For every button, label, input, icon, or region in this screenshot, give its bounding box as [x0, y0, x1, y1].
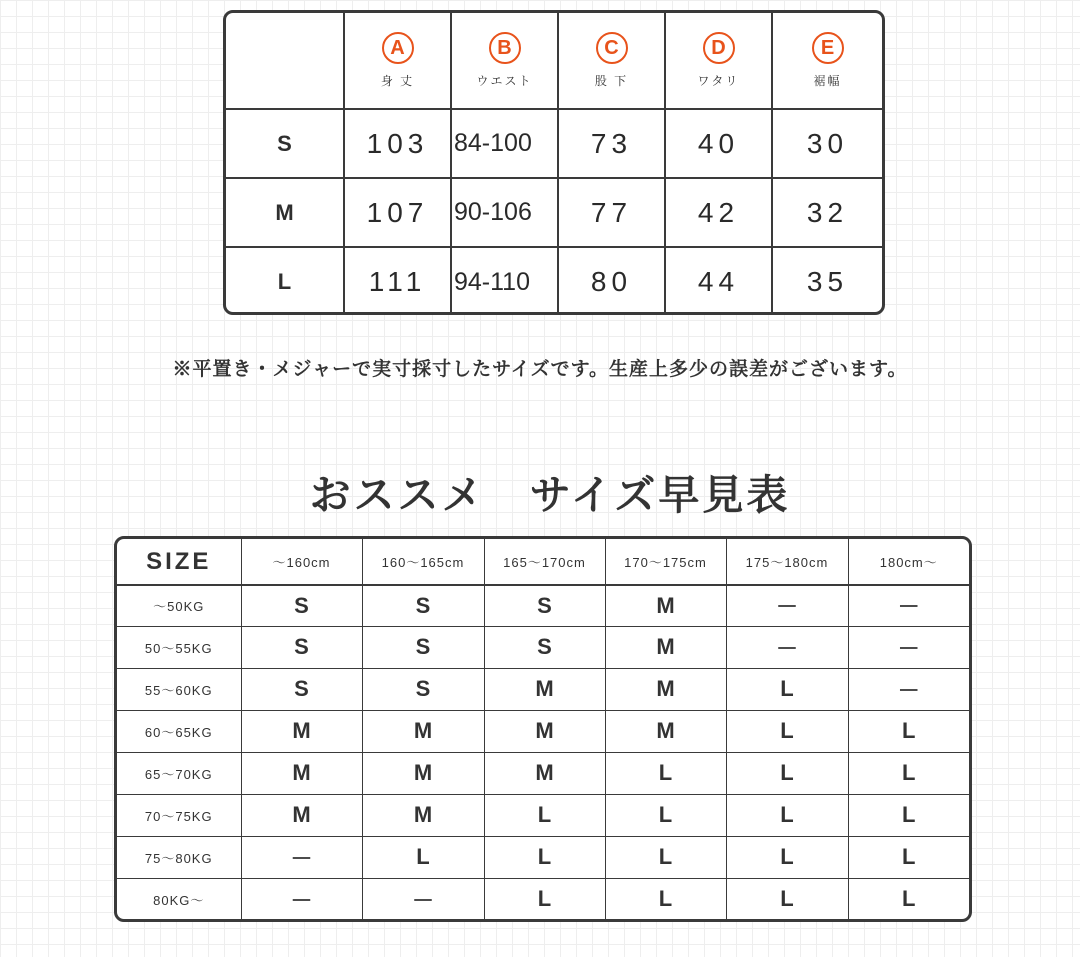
recommended-size-cell: L — [726, 710, 848, 752]
recommended-size-cell: － — [726, 585, 848, 626]
recommended-size-cell: M — [241, 710, 362, 752]
recommend-size-table — [114, 536, 972, 922]
recommended-size-cell: L — [848, 836, 969, 878]
recommended-size-cell: M — [484, 668, 605, 710]
recommended-size-cell: － — [848, 585, 969, 626]
thigh-value: 44 — [665, 247, 772, 315]
recommended-size-cell: － — [241, 878, 362, 920]
waist-value: 94-110 — [451, 247, 558, 315]
weight-row — [117, 585, 969, 626]
weight-row-header: 80KG〜 — [117, 878, 241, 920]
recommended-size-cell: M — [484, 752, 605, 794]
height-column-header: 160〜165cm — [362, 539, 484, 585]
size-label: S — [226, 109, 344, 178]
recommended-size-cell: M — [362, 710, 484, 752]
hem-value: 30 — [772, 109, 882, 178]
recommended-size-cell: L — [484, 794, 605, 836]
circled-d-icon: D — [703, 32, 735, 64]
recommended-size-cell: S — [484, 626, 605, 668]
recommended-size-cell: － — [848, 668, 969, 710]
circled-b-icon: B — [489, 32, 521, 64]
recommended-size-cell: M — [605, 626, 726, 668]
recommended-size-cell: L — [726, 668, 848, 710]
recommended-size-cell: － — [362, 878, 484, 920]
recommended-size-cell: L — [605, 752, 726, 794]
recommend-grid — [117, 539, 969, 920]
weight-row — [117, 710, 969, 752]
measurement-note: ※平置き・メジャーで実寸採寸したサイズです。生産上多少の誤差がございます。 — [172, 359, 908, 380]
waist-value: 84-100 — [451, 109, 558, 178]
thigh-value: 42 — [665, 178, 772, 247]
recommended-size-cell: S — [241, 668, 362, 710]
header-label: ウエスト — [476, 74, 533, 88]
length-value: 111 — [344, 247, 451, 315]
recommend-grid-body — [117, 539, 969, 920]
weight-row-header: 75〜80KG — [117, 836, 241, 878]
height-column-header: 170〜175cm — [605, 539, 726, 585]
header-cell-b — [451, 13, 558, 109]
recommended-size-cell: M — [605, 668, 726, 710]
measurement-grid — [226, 13, 882, 315]
recommended-size-cell: S — [241, 626, 362, 668]
recommended-size-cell: S — [362, 626, 484, 668]
recommended-size-cell: M — [241, 752, 362, 794]
recommended-size-cell: M — [241, 794, 362, 836]
size-label: M — [226, 178, 344, 247]
height-column-header: 175〜180cm — [726, 539, 848, 585]
recommended-size-cell: S — [362, 668, 484, 710]
inseam-value: 73 — [558, 109, 665, 178]
height-column-header: 〜160cm — [241, 539, 362, 585]
recommended-size-cell: L — [605, 836, 726, 878]
weight-row — [117, 878, 969, 920]
recommended-size-cell: L — [362, 836, 484, 878]
weight-row — [117, 836, 969, 878]
weight-row — [117, 752, 969, 794]
weight-row-header: 50〜55KG — [117, 626, 241, 668]
weight-row — [117, 668, 969, 710]
size-measurement-table — [223, 10, 885, 315]
recommended-size-cell: S — [362, 585, 484, 626]
recommend-header-row — [117, 539, 969, 585]
recommended-size-cell: L — [726, 794, 848, 836]
header-cell-a — [344, 13, 451, 109]
recommended-size-cell: L — [605, 794, 726, 836]
recommended-size-cell: L — [484, 878, 605, 920]
header-cell-c — [558, 13, 665, 109]
recommended-size-cell: S — [484, 585, 605, 626]
circled-c-icon: C — [596, 32, 628, 64]
weight-row-header: 55〜60KG — [117, 668, 241, 710]
size-corner-label: SIZE — [117, 539, 241, 585]
thigh-value: 40 — [665, 109, 772, 178]
circled-a-icon: A — [382, 32, 414, 64]
recommended-size-cell: L — [605, 878, 726, 920]
weight-row — [117, 794, 969, 836]
weight-row — [117, 626, 969, 668]
inseam-value: 80 — [558, 247, 665, 315]
recommended-size-cell: M — [484, 710, 605, 752]
size-label: L — [226, 247, 344, 315]
header-cell-e — [772, 13, 882, 109]
length-value: 107 — [344, 178, 451, 247]
recommend-title: おススメ サイズ早見表 — [309, 472, 791, 518]
hem-value: 32 — [772, 178, 882, 247]
length-value: 103 — [344, 109, 451, 178]
inseam-value: 77 — [558, 178, 665, 247]
measurement-row-l — [226, 247, 882, 315]
header-label: ワタリ — [697, 74, 740, 88]
recommended-size-cell: M — [362, 752, 484, 794]
recommended-size-cell: L — [726, 836, 848, 878]
header-cell-d — [665, 13, 772, 109]
recommended-size-cell: M — [605, 585, 726, 626]
recommended-size-cell: S — [241, 585, 362, 626]
measurement-header-row — [226, 13, 882, 109]
recommended-size-cell: L — [848, 794, 969, 836]
weight-row-header: 70〜75KG — [117, 794, 241, 836]
recommended-size-cell: － — [848, 626, 969, 668]
height-column-header: 165〜170cm — [484, 539, 605, 585]
recommended-size-cell: L — [848, 710, 969, 752]
waist-value: 90-106 — [451, 178, 558, 247]
measurement-row-m — [226, 178, 882, 247]
weight-row-header: 60〜65KG — [117, 710, 241, 752]
recommended-size-cell: M — [605, 710, 726, 752]
measurement-row-s — [226, 109, 882, 178]
corner-cell — [226, 13, 344, 109]
weight-row-header: 65〜70KG — [117, 752, 241, 794]
header-label: 身 丈 — [380, 74, 415, 88]
recommended-size-cell: L — [848, 878, 969, 920]
recommended-size-cell: L — [484, 836, 605, 878]
header-label: 裾幅 — [813, 74, 842, 88]
recommended-size-cell: M — [362, 794, 484, 836]
height-column-header: 180cm〜 — [848, 539, 969, 585]
recommended-size-cell: － — [726, 626, 848, 668]
hem-value: 35 — [772, 247, 882, 315]
recommended-size-cell: － — [241, 836, 362, 878]
recommended-size-cell: L — [726, 752, 848, 794]
circled-e-icon: E — [812, 32, 844, 64]
recommended-size-cell: L — [726, 878, 848, 920]
weight-row-header: 〜50KG — [117, 585, 241, 626]
recommended-size-cell: L — [848, 752, 969, 794]
header-label: 股 下 — [594, 74, 629, 88]
